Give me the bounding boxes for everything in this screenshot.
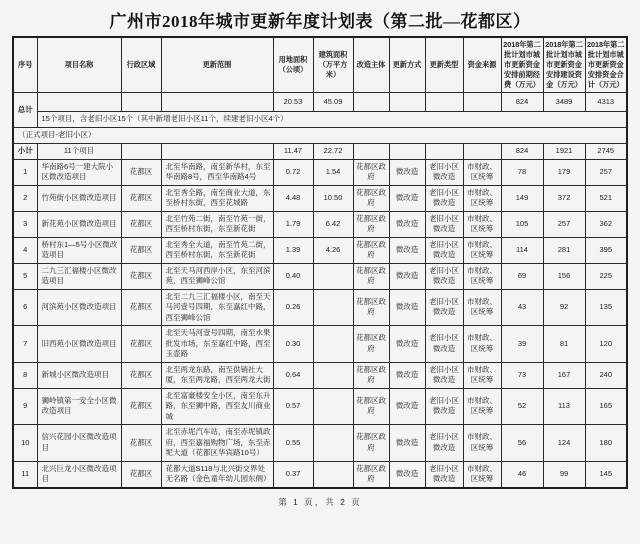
cell-no: 11 (13, 461, 37, 488)
table-row (13, 289, 627, 326)
cell-scope: 北至秀全路，南至商业大道，东至桥村东街，西至花城路 (161, 185, 273, 211)
col-header-building-area: 建筑面积（万平方米） (313, 37, 353, 93)
cell-land-area: 1.79 (273, 211, 313, 237)
cell-total-fund: 120 (585, 326, 627, 363)
cell-scope: 北至二九三汇福楼小区，南至天马河壹号四期，东至嘉红中路，西至狮峰公馆 (161, 289, 273, 326)
cell-land-area: 0.72 (273, 159, 313, 185)
cell-project-name: 新城小区微改造项目 (37, 362, 121, 388)
cell-scope: 北至华南路，南至新华村，东至华南路8号，西至华南路4号 (161, 159, 273, 185)
cell-no: 9 (13, 388, 37, 425)
cell-project-name: 新花苑小区微改造项目 (37, 211, 121, 237)
cell-project-name: 信兴花园小区微改造项目 (37, 425, 121, 462)
cell-total-fund: 257 (585, 159, 627, 185)
cell-fund-source: 市财政、区统筹 (463, 289, 501, 326)
cell-building-area (313, 425, 353, 462)
col-header-no: 序号 (13, 37, 37, 93)
col-header-type: 更新类型 (425, 37, 463, 93)
cell-scope: 北至秀全大道，南至竹苑二街，西至桥村东街，东至新花街 (161, 237, 273, 263)
cell-method: 微改造 (389, 211, 425, 237)
cell-method: 微改造 (389, 326, 425, 363)
cell-total-fund: 180 (585, 425, 627, 462)
cell-building-area: 1.54 (313, 159, 353, 185)
cell-total-fund: 362 (585, 211, 627, 237)
col-header-district: 行政区域 (121, 37, 161, 93)
cell-land-area: 0.30 (273, 326, 313, 363)
cell-construction-fund: 156 (543, 263, 585, 289)
cell-land-area: 0.40 (273, 263, 313, 289)
cell-type: 老旧小区微改造 (425, 326, 463, 363)
cell-subject: 花都区政府 (353, 159, 389, 185)
cell-scope: 北至赤坭汽车站，南至赤坭镇政府，西至嘉福购物广场，东至赤坭大道（花都区华宾路10号） (161, 425, 273, 462)
cell-fund-source: 市财政、区统筹 (463, 425, 501, 462)
cell-type: 老旧小区微改造 (425, 185, 463, 211)
empty-cell (425, 93, 463, 112)
cell-type: 老旧小区微改造 (425, 263, 463, 289)
cell-district: 花都区 (121, 159, 161, 185)
table-row (13, 388, 627, 425)
table-row (13, 237, 627, 263)
cell-total-fund: 395 (585, 237, 627, 263)
cell-building-area (313, 362, 353, 388)
cell-no: 7 (13, 326, 37, 363)
cell-pre-fund: 73 (501, 362, 543, 388)
cell-pre-fund: 114 (501, 237, 543, 263)
cell-type: 老旧小区微改造 (425, 461, 463, 488)
cell-scope: 北至天马河壹号四期，南至水果批发市场，东至嘉红中路，西至玉壶路 (161, 326, 273, 363)
cell-fund-source: 市财政、区统筹 (463, 326, 501, 363)
cell-no: 3 (13, 211, 37, 237)
cell-no: 6 (13, 289, 37, 326)
total-fund-sum: 4313 (585, 93, 627, 112)
cell-building-area (313, 289, 353, 326)
cell-fund-source: 市财政、区统筹 (463, 159, 501, 185)
cell-construction-fund: 167 (543, 362, 585, 388)
cell-scope: 北至富豪楼安全小区，南至东升路，东至狮中路，西至友川商业城 (161, 388, 273, 425)
cell-subject: 花都区政府 (353, 211, 389, 237)
cell-land-area: 0.57 (273, 388, 313, 425)
cell-district: 花都区 (121, 289, 161, 326)
cell-no: 8 (13, 362, 37, 388)
total-note: 15个项目，含老旧小区15个（其中新增老旧小区11个，续建老旧小区4个） (37, 112, 627, 128)
col-header-construction-fund: 2018年第二批计划市城市更新资金安排建设资金（万元） (543, 37, 585, 93)
cell-district: 花都区 (121, 185, 161, 211)
cell-district: 花都区 (121, 237, 161, 263)
cell-subject: 花都区政府 (353, 185, 389, 211)
cell-type: 老旧小区微改造 (425, 289, 463, 326)
cell-method: 微改造 (389, 362, 425, 388)
cell-fund-source: 市财政、区统筹 (463, 362, 501, 388)
cell-building-area: 6.42 (313, 211, 353, 237)
cell-construction-fund: 281 (543, 237, 585, 263)
cell-construction-fund: 92 (543, 289, 585, 326)
cell-pre-fund: 43 (501, 289, 543, 326)
subtotal-name: 11个项目 (37, 143, 121, 159)
empty-cell (161, 93, 273, 112)
cell-project-name: 旧西苑小区微改造项目 (37, 326, 121, 363)
cell-total-fund: 521 (585, 185, 627, 211)
cell-total-fund: 225 (585, 263, 627, 289)
cell-type: 老旧小区微改造 (425, 211, 463, 237)
cell-subject: 花都区政府 (353, 388, 389, 425)
cell-method: 微改造 (389, 425, 425, 462)
cell-district: 花都区 (121, 362, 161, 388)
cell-fund-source: 市财政、区统筹 (463, 211, 501, 237)
cell-construction-fund: 99 (543, 461, 585, 488)
total-building-area: 45.09 (313, 93, 353, 112)
cell-no: 1 (13, 159, 37, 185)
cell-fund-source: 市财政、区统筹 (463, 461, 501, 488)
cell-land-area: 0.64 (273, 362, 313, 388)
section-row (13, 128, 627, 144)
cell-construction-fund: 257 (543, 211, 585, 237)
cell-pre-fund: 39 (501, 326, 543, 363)
table-header (13, 37, 627, 93)
total-land-area: 20.53 (273, 93, 313, 112)
table-row (13, 362, 627, 388)
cell-no: 5 (13, 263, 37, 289)
col-header-total-fund: 2018年第二批计划市城市更新资金安排资金合计（万元） (585, 37, 627, 93)
total-note-row (13, 112, 627, 128)
cell-subject: 花都区政府 (353, 289, 389, 326)
table-row (13, 211, 627, 237)
cell-district: 花都区 (121, 388, 161, 425)
cell-scope: 北至竹苑二街，南至竹苑一街，西至桥村东街，东至新花街 (161, 211, 273, 237)
cell-land-area: 0.37 (273, 461, 313, 488)
section-label: （正式项目-老旧小区） (13, 128, 627, 144)
cell-method: 微改造 (389, 263, 425, 289)
cell-building-area (313, 461, 353, 488)
cell-construction-fund: 372 (543, 185, 585, 211)
total-construction-fund: 3489 (543, 93, 585, 112)
col-header-subject: 改造主体 (353, 37, 389, 93)
empty-cell (353, 143, 389, 159)
total-label: 总计 (13, 93, 37, 128)
subtotal-row (13, 143, 627, 159)
cell-pre-fund: 69 (501, 263, 543, 289)
cell-land-area: 4.48 (273, 185, 313, 211)
cell-project-name: 竹苑街小区微改造项目 (37, 185, 121, 211)
cell-scope: 北至两龙东路，南至供销社大厦，东至两龙路，西至两龙大街 (161, 362, 273, 388)
cell-land-area: 1.39 (273, 237, 313, 263)
header-row (13, 37, 627, 93)
subtotal-land-area: 11.47 (273, 143, 313, 159)
cell-district: 花都区 (121, 263, 161, 289)
cell-type: 老旧小区微改造 (425, 159, 463, 185)
subtotal-label: 小计 (13, 143, 37, 159)
cell-project-name: 华南路6号一建大院小区微改造项目 (37, 159, 121, 185)
empty-cell (161, 143, 273, 159)
col-header-scope: 更新范围 (161, 37, 273, 93)
cell-building-area (313, 388, 353, 425)
page-footer: 第 1 页，共 2 页 (278, 496, 362, 507)
col-header-pre-fund: 2018年第二批计划市城市更新资金安排前期经费（万元） (501, 37, 543, 93)
empty-cell (37, 93, 121, 112)
cell-building-area (313, 326, 353, 363)
empty-cell (425, 143, 463, 159)
cell-project-name: 二九三汇福楼小区微改造项目 (37, 263, 121, 289)
data-rows (13, 159, 627, 488)
cell-scope: 北至天马河西岸小区，东至河滨苑，西至狮峰公馆 (161, 263, 273, 289)
cell-total-fund: 165 (585, 388, 627, 425)
cell-no: 10 (13, 425, 37, 462)
cell-building-area (313, 263, 353, 289)
subtotal-fund-sum: 2745 (585, 143, 627, 159)
cell-pre-fund: 56 (501, 425, 543, 462)
cell-type: 老旧小区微改造 (425, 362, 463, 388)
empty-cell (121, 93, 161, 112)
cell-subject: 花都区政府 (353, 461, 389, 488)
cell-subject: 花都区政府 (353, 362, 389, 388)
total-row (13, 93, 627, 112)
cell-pre-fund: 105 (501, 211, 543, 237)
cell-no: 2 (13, 185, 37, 211)
table-row (13, 263, 627, 289)
subtotal-pre-fund: 824 (501, 143, 543, 159)
cell-pre-fund: 78 (501, 159, 543, 185)
col-header-land-area: 用地面积（公顷） (273, 37, 313, 93)
subtotal-construction-fund: 1921 (543, 143, 585, 159)
col-header-method: 更新方式 (389, 37, 425, 93)
cell-no: 4 (13, 237, 37, 263)
cell-construction-fund: 81 (543, 326, 585, 363)
cell-district: 花都区 (121, 461, 161, 488)
cell-construction-fund: 113 (543, 388, 585, 425)
cell-total-fund: 240 (585, 362, 627, 388)
cell-project-name: 北兴巨龙小区微改造项目 (37, 461, 121, 488)
cell-total-fund: 145 (585, 461, 627, 488)
cell-type: 老旧小区微改造 (425, 425, 463, 462)
col-header-project-name: 项目名称 (37, 37, 121, 93)
table-row (13, 159, 627, 185)
table-row (13, 461, 627, 488)
cell-method: 微改造 (389, 461, 425, 488)
cell-fund-source: 市财政、区统筹 (463, 185, 501, 211)
cell-district: 花都区 (121, 211, 161, 237)
cell-building-area: 4.26 (313, 237, 353, 263)
cell-scope: 花都大道S118与北兴街交界处无名路（金色童年幼儿园东侧） (161, 461, 273, 488)
empty-cell (463, 93, 501, 112)
cell-fund-source: 市财政、区统筹 (463, 388, 501, 425)
cell-construction-fund: 179 (543, 159, 585, 185)
cell-pre-fund: 52 (501, 388, 543, 425)
page-title: 广州市2018年城市更新年度计划表（第二批—花都区） (109, 12, 531, 31)
cell-project-name: 河滨苑小区微改造项目 (37, 289, 121, 326)
table-row (13, 326, 627, 363)
cell-pre-fund: 46 (501, 461, 543, 488)
cell-district: 花都区 (121, 326, 161, 363)
plan-table (12, 36, 628, 489)
empty-cell (121, 143, 161, 159)
cell-project-name: 狮岭镇第一安全小区微改造项目 (37, 388, 121, 425)
empty-cell (389, 143, 425, 159)
cell-subject: 花都区政府 (353, 237, 389, 263)
cell-method: 微改造 (389, 159, 425, 185)
cell-fund-source: 市财政、区统筹 (463, 263, 501, 289)
cell-method: 微改造 (389, 185, 425, 211)
empty-cell (353, 93, 389, 112)
cell-building-area: 10.50 (313, 185, 353, 211)
col-header-fund-source: 资金来源 (463, 37, 501, 93)
cell-land-area: 0.26 (273, 289, 313, 326)
cell-construction-fund: 124 (543, 425, 585, 462)
cell-type: 老旧小区微改造 (425, 388, 463, 425)
cell-method: 微改造 (389, 289, 425, 326)
cell-method: 微改造 (389, 237, 425, 263)
cell-project-name: 桥村东1—5号小区微改造项目 (37, 237, 121, 263)
cell-pre-fund: 149 (501, 185, 543, 211)
table-row (13, 185, 627, 211)
table-row (13, 425, 627, 462)
empty-cell (463, 143, 501, 159)
total-pre-fund: 824 (501, 93, 543, 112)
cell-subject: 花都区政府 (353, 326, 389, 363)
cell-subject: 花都区政府 (353, 263, 389, 289)
cell-total-fund: 135 (585, 289, 627, 326)
cell-method: 微改造 (389, 388, 425, 425)
cell-type: 老旧小区微改造 (425, 237, 463, 263)
subtotal-building-area: 22.72 (313, 143, 353, 159)
cell-subject: 花都区政府 (353, 425, 389, 462)
cell-fund-source: 市财政、区统筹 (463, 237, 501, 263)
cell-land-area: 0.55 (273, 425, 313, 462)
cell-district: 花都区 (121, 425, 161, 462)
empty-cell (389, 93, 425, 112)
